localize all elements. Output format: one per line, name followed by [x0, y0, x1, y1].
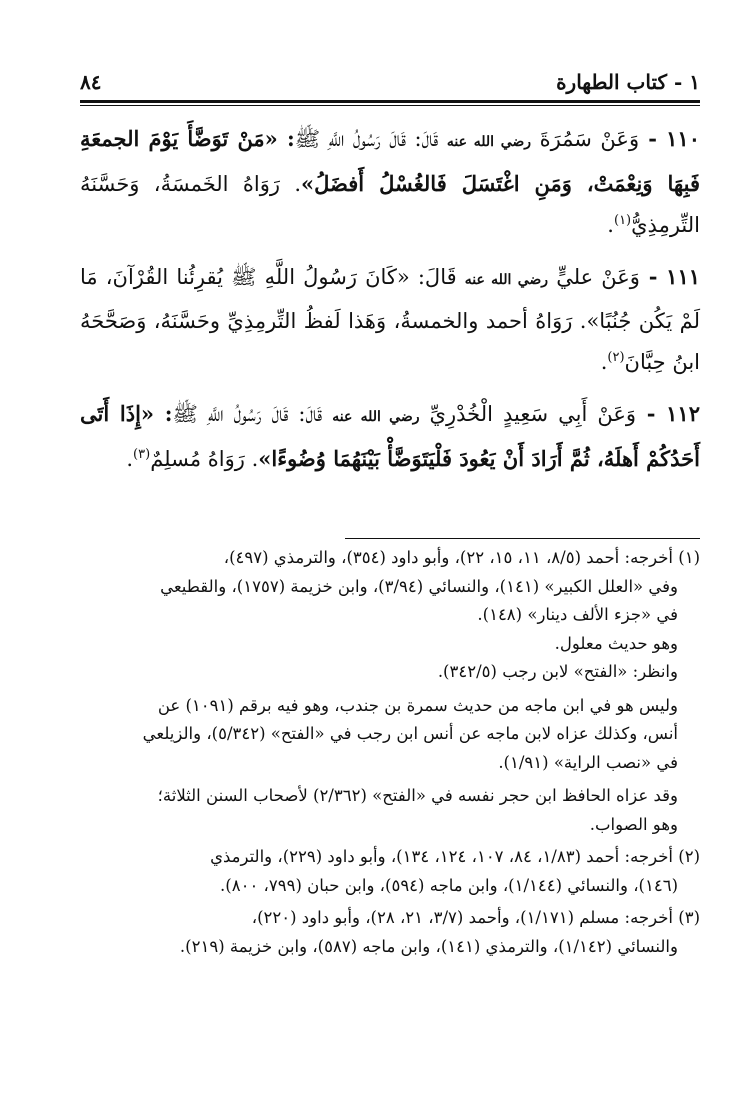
- footnote-separator: [345, 538, 700, 539]
- hadith-text-segment: قَالَ: «كَانَ رَسُولُ اللَّهِ: [256, 265, 465, 289]
- footnote-ref: (٢): [607, 350, 625, 365]
- footnote-line: أنس، وكذلك عزاه لابن ماجه عن أنس ابن رجب في «الفتح» (٥/٣٤٢)، والزيلعي: [142, 724, 678, 743]
- footnote-line: وقد عزاه الحافظ ابن حجر نفسه في «الفتح» (٢/٣٦٢) لأصحاب السنن الثلاثة؛: [157, 786, 678, 805]
- hadith-text-segment: : «إِذَا أَتَى أَحَدُكُمْ أَهلَهُ، ثُمَّ أَرَادَ أَنْ يَعُودَ فَلْيَتَوَضَّأْ بَيْنَهُمَا وُضُوءًا»: [80, 401, 700, 471]
- honorific: رضي الله عنه: [446, 134, 532, 150]
- hadith-text-segment: ﷺ: [231, 265, 257, 289]
- footnote-line: في «نصب الراية» (١/٩١).: [498, 752, 678, 772]
- hadith-text-segment: وَعَنْ أَبِي سَعِيدٍ الْخُدْرِيِّ: [419, 402, 637, 426]
- hadith-text-segment: . رَوَاهُ مُسلِمٌ: [150, 447, 259, 471]
- hadith-text-segment: ﷺ: [294, 127, 321, 151]
- hadith-number: ١١١ -: [639, 264, 701, 289]
- hadith-text-segment: . رَوَاهُ أحمد والخمسةُ، وَهَذا لَفظُ التِّرمِذِيِّ وحَسَّنَهُ، وَصَحَّحَهُ ابنُ حِبَّانَ: [80, 309, 700, 374]
- footnote-line: وليس هو في ابن ماجه من حديث سمرة بن جندب، وهو فيه برقم (١٠٩١) عن: [157, 695, 678, 715]
- hadith-text-segment: .: [600, 350, 608, 374]
- hadith-text-segment: .: [607, 213, 614, 237]
- hadith-text-segment: وَعَنْ عليٍّ: [548, 265, 640, 289]
- footnote-line: (٢) أخرجه: أحمد (١/٨٣، ٨٤، ١٠٧، ١٢٤، ١٣٤)، وأبو داود (٢٢٩)، والترمذي: [210, 847, 700, 866]
- hadith-text-segment: : «مَنْ تَوَضَّأَ يَوْمَ الجمعَةِ فَبِهَا وَنِعْمَتْ، وَمَنِ اغْتَسَلَ فَالغُسْلُ أَفضَلُ»: [80, 126, 700, 196]
- hadith-text-segment: . رَوَاهُ الخَمسَةُ، وَحَسَّنَهُ التِّرمِذِيُّ: [80, 172, 700, 237]
- footnotes: [80, 544, 700, 965]
- footnote-line: (١) أخرجه: أحمد (٨/٥، ١١، ١٥، ٢٢)، وأبو داود (٣٥٤)، والترمذي (٤٩٧)،: [223, 548, 700, 567]
- footnote-line: (١٤٦)، والنسائي (١/١٤٤)، وابن ماجه (٥٩٤)، وابن حبان (٧٩٩، ٨٠٠).: [220, 875, 678, 895]
- footnote-line: (٣) أخرجه: مسلم (١/١٧١)، وأحمد (٣/٧، ٢١، ٢٨)، وأبو داود (٢٢٠)،: [251, 908, 700, 927]
- hadith-text-segment: قَالَ: قَالَ رَسُولُ اللَّهِ: [320, 127, 447, 151]
- hadith-text-segment: يُقرِئُنا القُرْآنَ، مَا لَمْ يَكُن جُنُبًا»: [80, 265, 700, 333]
- hadith-paragraph: [80, 393, 700, 480]
- footnote-line: وهو حديث معلول.: [554, 633, 678, 653]
- header-rule-thin: [80, 105, 700, 106]
- footnote: [80, 843, 700, 900]
- footnote-line: في «جزء الألف دينار» (١٤٨).: [477, 605, 678, 624]
- footnote-line: وفي «العلل الكبير» (١٤١)، والنسائي (٣/٩٤)، وابن خزيمة (١٧٥٧)، والقطيعي: [160, 576, 678, 596]
- hadith-text-segment: قَالَ: قَالَ رَسُولُ اللَّهِ: [197, 402, 333, 426]
- hadith-paragraph: [80, 118, 700, 246]
- footnote-line: وانظر: «الفتح» لابن رجب (٣٤٢/٥).: [437, 662, 678, 681]
- hadith-paragraph: [80, 256, 700, 383]
- footnote-ref: (٣): [133, 447, 151, 462]
- hadith-text-segment: ﷺ: [172, 402, 198, 426]
- hadith-text-segment: .: [126, 447, 134, 471]
- chapter-title: ١ - كتاب الطهارة: [556, 70, 700, 94]
- footnote-line: والنسائي (١/١٤٢)، والترمذي (١٤١)، وابن ماجه (٥٨٧)، وابن خزيمة (٢١٩).: [179, 936, 678, 956]
- footnote-ref: (١): [613, 213, 632, 228]
- page-number: ٨٤: [80, 70, 102, 94]
- honorific: رضي الله عنه: [464, 272, 549, 288]
- header-rule: [80, 100, 700, 103]
- honorific: رضي الله عنه: [332, 409, 420, 425]
- hadith-number: ١١٢ -: [636, 401, 700, 426]
- footnote-line: وهو الصواب.: [589, 814, 678, 834]
- hadith-text-segment: وَعَنْ سَمُرَةَ: [531, 127, 640, 151]
- hadith-text: [80, 118, 700, 490]
- page-header: [80, 60, 700, 100]
- hadith-number: ١١٠ -: [639, 126, 700, 151]
- footnote: [80, 904, 700, 961]
- footnote: [80, 544, 700, 839]
